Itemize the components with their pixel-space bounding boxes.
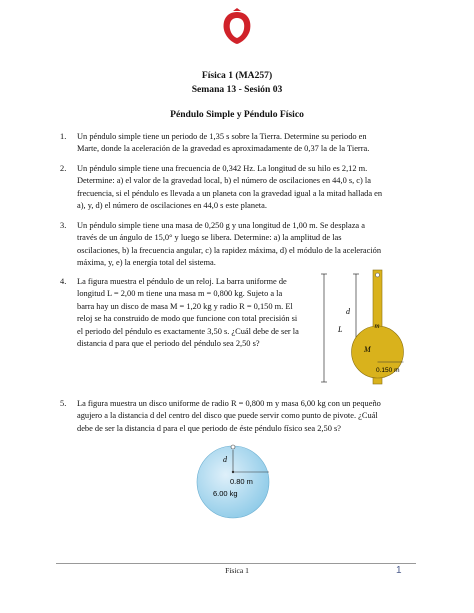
problem-5-line: La figura muestra un disco uniforme de radio R = 0,800 m y masa 6,00 kg con un pequeño: [77, 399, 381, 408]
footer-divider: [56, 563, 416, 564]
course-title: Física 1 (MA257): [201, 70, 273, 81]
problem-5-line: agujero a la distancia d del centro del disco que puede servir como punto de pivote. ¿Cuál: [77, 411, 378, 421]
pendulum-figure: [318, 266, 418, 396]
problem-5-line: debe de ser la distancia d para el que periodo de éste péndulo físico sea 2,50 s?: [77, 423, 341, 433]
problem-4-line: barra hay un disco de masa M = 1,20 kg y radio R = 0,150 m. El: [77, 301, 293, 311]
problem-2-line: a), y, d) el número de oscilaciones en 44,0 s este planeta.: [77, 201, 267, 211]
problem-2-line: Determine: a) el valor de la gravedad local, b) el número de oscilaciones en 44,0 s, c) la: [77, 176, 371, 186]
problem-2-number: 2.: [60, 164, 67, 173]
problem-2-line: frecuencia, si el péndulo es llevada a un planeta con la gravedad igual a la mitad hallada en: [77, 188, 383, 198]
problem-5-text: [77, 398, 407, 435]
problem-4-number: 4.: [60, 277, 67, 286]
problem-3-line: través de un ángulo de 15,0° y luego se libera. Determine: a) la amplitud de las: [77, 233, 342, 243]
problem-3-line: oscilaciones, b) la frecuencia angular, c) la rapidez máxima, d) el módulo de la aceleración: [77, 245, 382, 255]
label-M: M: [364, 345, 371, 354]
label-radius: 0.80 m: [230, 477, 253, 486]
page-title: Péndulo Simple y Péndulo Físico: [170, 109, 304, 120]
label-radius: 0.150 m: [376, 367, 400, 374]
pivot-hole: [231, 445, 235, 449]
problem-4-text: [77, 276, 317, 350]
problem-5-number: 5.: [60, 399, 67, 408]
problem-1-line: Marte, donde la aceleración de la gravedad es aproximadamente de 0,37 la de la Tierra.: [77, 144, 370, 154]
problem-3-number: 3.: [60, 221, 67, 230]
disk-figure: [178, 440, 288, 520]
label-m: m: [374, 322, 380, 330]
problem-1-text: [77, 131, 407, 156]
problem-4-line: La figura muestra el péndulo de un reloj. La barra uniforme de: [77, 277, 287, 286]
problem-4-line: el periodo del péndulo es exactamente 3,50 s. ¿Cuál debe de ser la: [77, 326, 299, 336]
problem-2-text: [77, 163, 407, 213]
label-d: d: [223, 455, 227, 464]
label-L: L: [338, 325, 343, 334]
problem-1-number: 1.: [60, 132, 67, 141]
problem-4-line: longitud L = 2,00 m tiene una masa m = 0,800 kg. Sujeto a la: [77, 289, 283, 299]
week-session: Semana 13 - Sesión 03: [191, 84, 283, 95]
problem-1-line: Un péndulo simple tiene un periodo de 1,35 s sobre la Tierra. Determine su periodo en: [77, 132, 367, 141]
page-number: 1: [396, 565, 402, 576]
problem-4-line: distancia d para que el periodo del péndulo sea 2,50 s?: [77, 339, 260, 349]
problem-3-text: [77, 220, 407, 270]
university-logo: [219, 8, 255, 48]
problem-4-line: reloj se ha construido de modo que funcione con total precisión si: [77, 314, 298, 324]
footer-text: Física 1: [225, 566, 249, 575]
problem-3-line: máxima, y, e) la energía total del sistema.: [77, 258, 216, 268]
pivot-point: [376, 273, 380, 277]
label-d: d: [346, 307, 350, 316]
label-mass: 6.00 kg: [213, 489, 238, 498]
problem-3-line: Un péndulo simple tiene una masa de 0,250 g y una longitud de 1,00 m. Se desplaza a: [77, 221, 365, 230]
problem-2-line: Un péndulo simple tiene una frecuencia de 0,342 Hz. La longitud de su hilo es 2,12 m.: [77, 164, 368, 173]
